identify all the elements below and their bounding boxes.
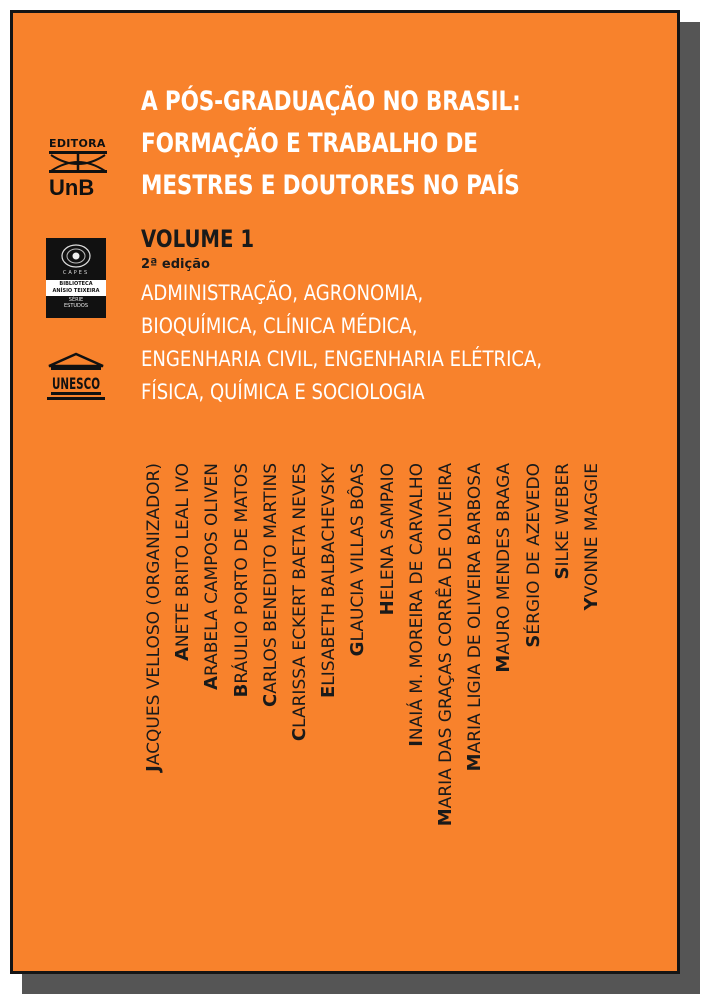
author-rest: AURO MENDES BRAGA bbox=[494, 463, 515, 655]
author-initial: M bbox=[435, 808, 456, 827]
author-name bbox=[552, 463, 576, 823]
author-text bbox=[377, 463, 398, 615]
author-name bbox=[435, 463, 459, 827]
author-rest: LISABETH BALBACHEVSKY bbox=[319, 463, 340, 686]
author-text bbox=[347, 463, 368, 656]
author-name bbox=[347, 463, 371, 823]
author-rest: NETE BRITO LEAL IVO bbox=[173, 463, 194, 648]
author-initial: H bbox=[376, 600, 398, 616]
author-initial: B bbox=[230, 683, 252, 698]
capes-series-line-2: ESTUDOS bbox=[63, 303, 88, 309]
author-name bbox=[523, 463, 547, 823]
author-text bbox=[523, 463, 544, 648]
author-name bbox=[377, 463, 401, 823]
author-initial: A bbox=[172, 647, 194, 662]
author-text bbox=[289, 463, 310, 741]
author-name bbox=[172, 463, 196, 823]
author-initial: I bbox=[405, 740, 427, 747]
unb-label: UnB bbox=[49, 175, 95, 200]
title-line-3: MESTRES E DOUTORES NO PAÍS bbox=[141, 170, 520, 201]
author-text bbox=[581, 463, 602, 610]
author-rest: LARISSA ECKERT BAETA NEVES bbox=[290, 463, 310, 728]
author-rest: NAIÁ M. MOREIRA DE CARVALHO bbox=[406, 463, 427, 741]
author-name bbox=[464, 463, 488, 823]
subject-line-2: BIOQUÍMICA, CLÍNICA MÉDICA, bbox=[141, 314, 418, 338]
author-text bbox=[406, 463, 427, 747]
author-rest: ARLOS BENEDITO MARTINS bbox=[260, 463, 281, 694]
author-initial: S bbox=[522, 634, 544, 648]
author-rest: ARIA LIGIA DE OLIVEIRA BARBOSA bbox=[465, 463, 486, 754]
author-text bbox=[260, 463, 281, 707]
editora-label: EDITORA bbox=[49, 137, 106, 150]
volume-label: VOLUME 1 bbox=[141, 225, 255, 253]
capes-series-line-1: SÉRIE bbox=[68, 297, 84, 303]
subject-line-3: ENGENHARIA CIVIL, ENGENHARIA ELÉTRICA, bbox=[141, 347, 543, 371]
author-initial: J bbox=[143, 765, 164, 772]
author-rest: VONNE MAGGIE bbox=[582, 463, 602, 598]
title-line-1: A PÓS-GRADUAÇÃO NO BRASIL: bbox=[141, 86, 521, 117]
author-text bbox=[201, 463, 222, 690]
author-rest: RABELA CAMPOS OLIVEN bbox=[202, 463, 223, 676]
authors-list bbox=[13, 13, 683, 977]
author-text bbox=[143, 463, 164, 772]
author-text bbox=[231, 463, 252, 697]
author-rest: ARIA DAS GRAÇAS CORRÊA DE OLIVEIRA bbox=[436, 463, 456, 809]
subject-line-4: FÍSICA, QUÍMICA E SOCIOLOGIA bbox=[141, 380, 425, 404]
author-initial: Y bbox=[581, 597, 602, 611]
author-initial: A bbox=[201, 676, 223, 690]
author-name bbox=[581, 463, 605, 823]
author-initial: M bbox=[464, 753, 486, 772]
author-text bbox=[172, 463, 193, 661]
author-name bbox=[406, 463, 430, 823]
author-initial: S bbox=[551, 566, 573, 580]
subject-line-1: ADMINISTRAÇÃO, AGRONOMIA, bbox=[141, 281, 424, 305]
author-rest: ACQUES VELLOSO (ORGANIZADOR) bbox=[144, 463, 164, 766]
author-rest: ELENA SAMPAIO bbox=[377, 463, 398, 601]
author-name bbox=[493, 463, 517, 823]
author-rest: RÁULIO PORTO DE MATOS bbox=[231, 463, 252, 684]
author-text bbox=[435, 463, 456, 826]
capes-library-line-1: BIBLIOTECA bbox=[59, 281, 93, 287]
author-initial: M bbox=[493, 654, 515, 673]
author-name bbox=[143, 463, 167, 823]
edition-label: 2ª edição bbox=[141, 257, 210, 272]
author-name bbox=[260, 463, 284, 823]
author-initial: C bbox=[259, 693, 281, 708]
author-rest: ILKE WEBER bbox=[552, 463, 573, 567]
author-text bbox=[318, 463, 339, 698]
author-text bbox=[493, 463, 514, 673]
author-text bbox=[552, 463, 573, 580]
capes-label: CAPES bbox=[62, 270, 90, 276]
author-name bbox=[231, 463, 255, 823]
book-cover bbox=[10, 10, 680, 974]
unesco-letters: UNESCO bbox=[52, 374, 100, 393]
author-name bbox=[201, 463, 225, 823]
author-rest: LAUCIA VILLAS BÔAS bbox=[348, 463, 369, 642]
author-name bbox=[289, 463, 313, 823]
author-initial: C bbox=[289, 727, 310, 742]
author-initial: G bbox=[347, 641, 369, 657]
capes-library-line-2: ANÍSIO TEIXEIRA bbox=[52, 288, 100, 294]
author-rest: ÉRGIO DE AZEVEDO bbox=[523, 463, 544, 635]
author-initial: E bbox=[318, 685, 340, 698]
title-line-2: FORMAÇÃO E TRABALHO DE bbox=[141, 128, 478, 159]
author-text bbox=[464, 463, 485, 771]
author-name bbox=[318, 463, 342, 823]
